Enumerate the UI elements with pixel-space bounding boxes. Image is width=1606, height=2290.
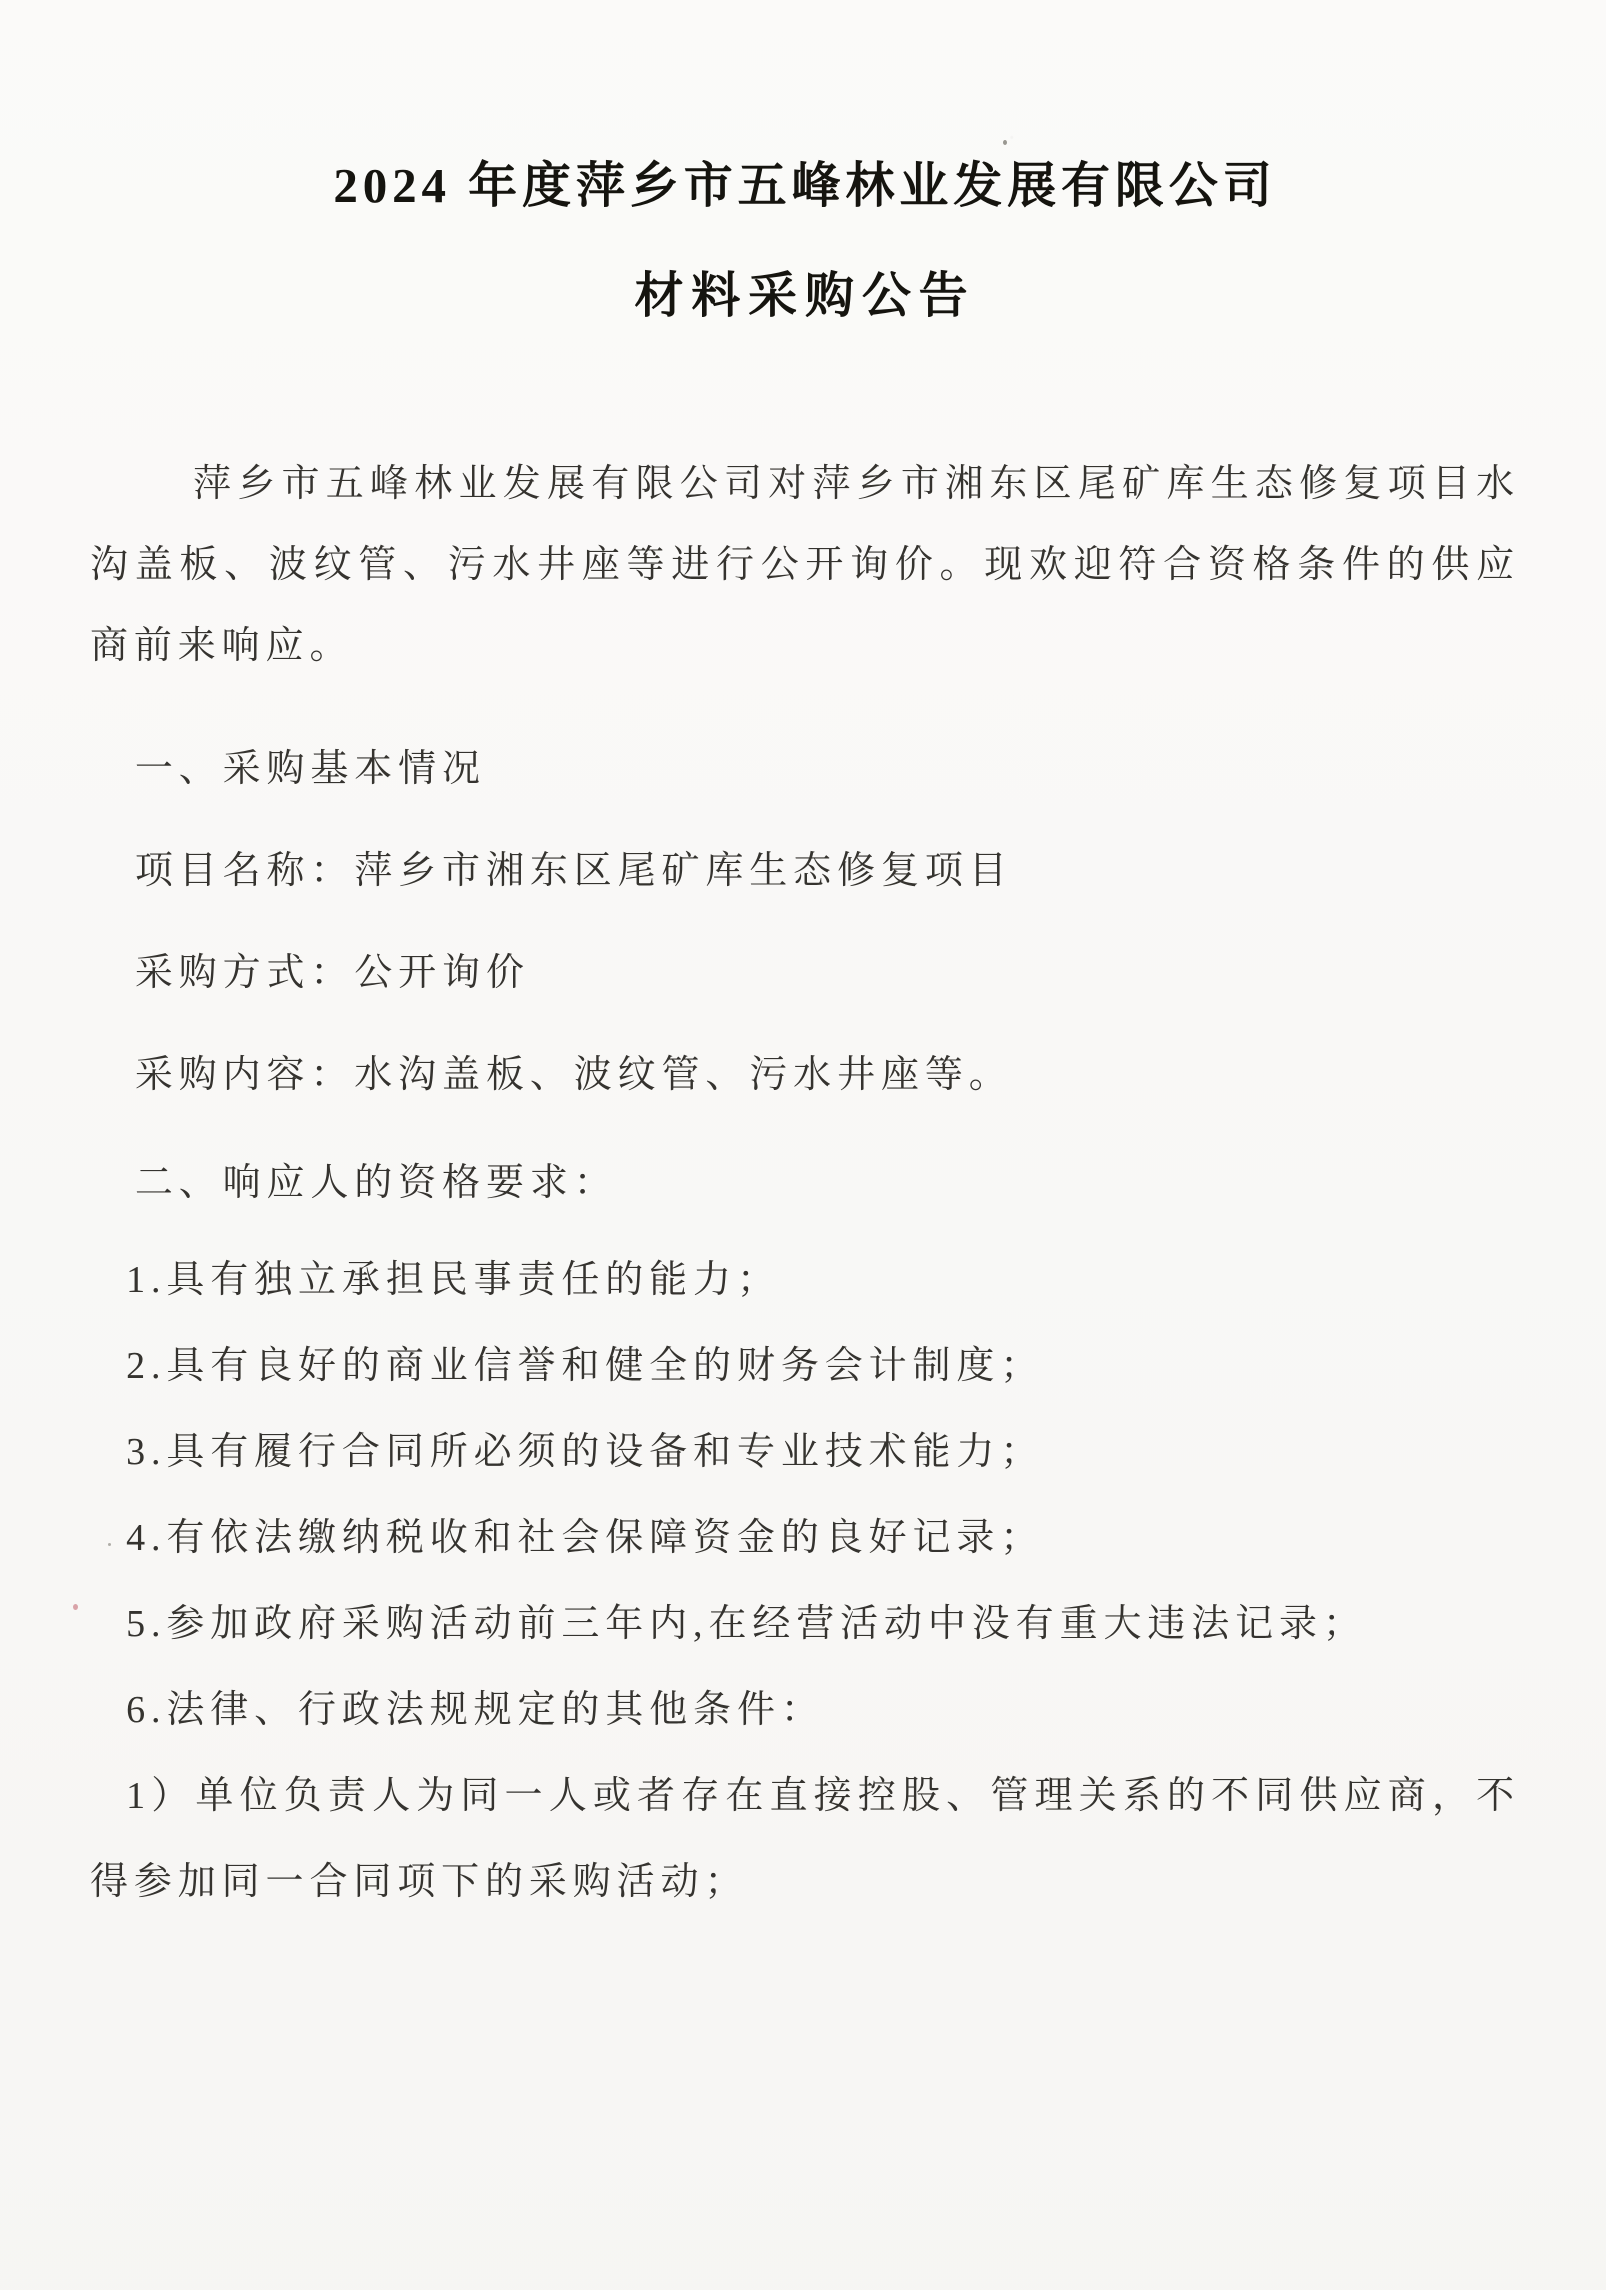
scan-speck <box>73 1604 78 1610</box>
procurement-method-line: 采购方式：公开询价 <box>134 952 530 994</box>
qualification-item-2: 2.具有良好的商业信誉和健全的财务会计制度； <box>126 1345 1045 1387</box>
intro-paragraph: 萍乡市五峰林业发展有限公司对萍乡市湘东区尾矿库生态修复项目水沟盖板、波纹管、污水井座等进行公开询价。现欢迎符合资格条件的供应商前来响应。 <box>90 463 1520 667</box>
scan-speck <box>1003 140 1007 145</box>
qualification-item-5: 5.参加政府采购活动前三年内,在经营活动中没有重大违法记录； <box>126 1603 1367 1645</box>
document-title-line2: 材料采购公告 <box>634 268 976 323</box>
qualification-item-1: 1.具有独立承担民事责任的能力； <box>126 1259 781 1301</box>
qualification-item-3: 3.具有履行合同所必须的设备和专业技术能力； <box>126 1431 1045 1473</box>
section-basic-info-heading: 一、采购基本情况 <box>134 748 486 790</box>
qualification-subitem-1: 1）单位负责人为同一人或者存在直接控股、管理关系的不同供应商，不得参加同一合同项下的采购活动； <box>90 1775 1520 1903</box>
section-qualifications-heading: 二、响应人的资格要求： <box>134 1162 618 1204</box>
qualification-item-4: 4.有依法缴纳税收和社会保障资金的良好记录； <box>126 1517 1045 1559</box>
document-title-line1: 2024 年度萍乡市五峰林业发展有限公司 <box>333 158 1277 213</box>
project-name-line: 项目名称：萍乡市湘东区尾矿库生态修复项目 <box>134 850 1013 892</box>
procurement-content-line: 采购内容：水沟盖板、波纹管、污水井座等。 <box>134 1054 1013 1096</box>
scan-speck <box>108 1543 111 1546</box>
qualification-item-6: 6.法律、行政法规规定的其他条件： <box>126 1689 825 1731</box>
